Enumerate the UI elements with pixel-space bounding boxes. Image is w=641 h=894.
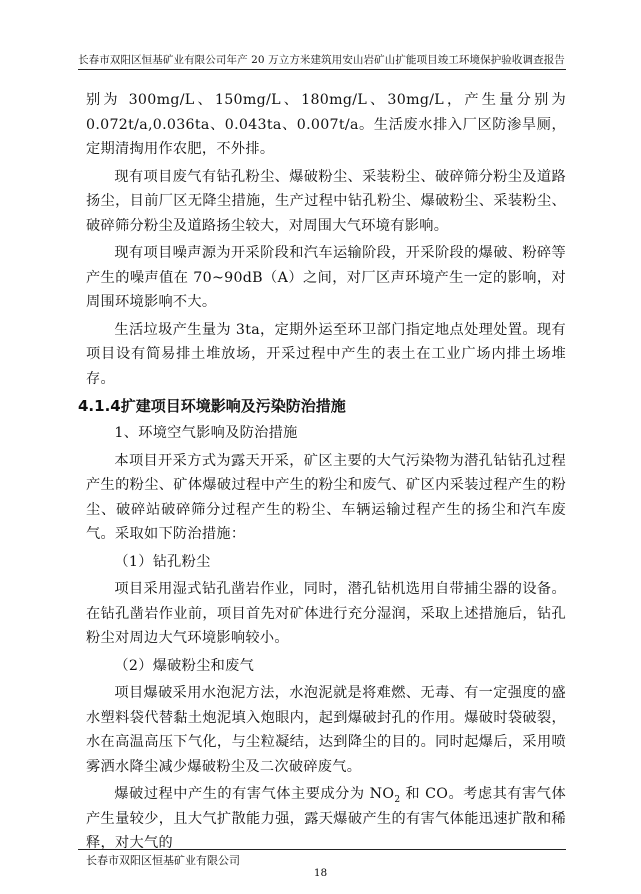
running-header: 长春市双阳区恒基矿业有限公司年产 20 万立方米建筑用安山岩矿山扩能项目竣工环境保护验收调查报告	[78, 54, 565, 66]
header-rule	[78, 69, 566, 70]
paragraph: 项目爆破采用水泡泥方法，水泡泥就是将难燃、无毒、有一定强度的盛水塑料袋代替黏土炮泥填入炮眼内，起到爆破封孔的作用。爆破时袋破裂，水在高温高压下气化，与尘粒凝结，达到降尘的目的。同时起爆后，采用喷雾洒水降尘减少爆破粉尘及二次破碎废气。	[86, 685, 566, 775]
paragraph: 项目采用湿式钻孔凿岩作业，同时，潜孔钻机选用自带捕尘器的设备。在钻孔凿岩作业前，项目首先对矿体进行充分湿润，采取上述措施后，钻孔粉尘对周边大气环境影响较小。	[86, 581, 566, 646]
paragraph: 现有项目废气有钻孔粉尘、爆破粉尘、采装粉尘、破碎筛分粉尘及道路扬尘，目前厂区无降尘措施，生产过程中钻孔粉尘、爆破粉尘、采装粉尘、破碎筛分粉尘及道路扬尘较大，对周围大气环境有影响。	[86, 168, 566, 234]
page-number: 18	[313, 867, 328, 879]
list-item-title: （2）爆破粉尘和废气	[114, 657, 255, 674]
subscript: 2	[394, 794, 401, 805]
paragraph: 生活垃圾产生量为 3ta，定期外运至环卫部门指定地点处理处置。现有项目设有简易排土堆放场，开采过程中产生的表土在工业广场内排土场堆存。	[86, 321, 566, 387]
paragraph-text: 和 CO。考虑其有害气体产生量较少，且大气扩散能力强，露天爆破产生的有害气体能迅速扩散和稀释，对大气的	[86, 786, 566, 851]
footer-company: 长春市双阳区恒基矿业有限公司	[86, 854, 240, 867]
paragraph: 别为 300mg/L、150mg/L、180mg/L、30mg/L，产生量分别为 0.072t/a,0.036ta、0.043ta、0.007t/a。生活废水排入厂区防渗旱厕，定期清掏用作农肥，不外排。	[86, 92, 566, 157]
page-body	[78, 88, 566, 859]
footer-rule	[78, 849, 566, 850]
list-item-title: （1）钻孔粉尘	[114, 553, 211, 570]
paragraph	[86, 782, 566, 856]
paragraph: 本项目开采方式为露天开采，矿区主要的大气污染物为潜孔钻钻孔过程产生的粉尘、矿体爆破过程中产生的粉尘和废气、矿区内采装过程产生的粉尘、破碎站破碎筛分过程产生的粉尘、车辆运输过程产生的扬尘和汽车废气。采取如下防治措施：	[86, 452, 566, 542]
section-heading: 4.1.4扩建项目环境影响及污染防治措施	[78, 397, 346, 415]
subsection-title: 1、环境空气影响及防治措施	[114, 425, 298, 441]
paragraph-text: 爆破过程中产生的有害气体主要成分为 NO	[114, 786, 395, 802]
paragraph: 现有项目噪声源为开采阶段和汽车运输阶段，开采阶段的爆破、粉碎等产生的噪声值在 70~90dB（A）之间，对厂区声环境产生一定的影响，对周围环境影响不大。	[86, 245, 566, 310]
